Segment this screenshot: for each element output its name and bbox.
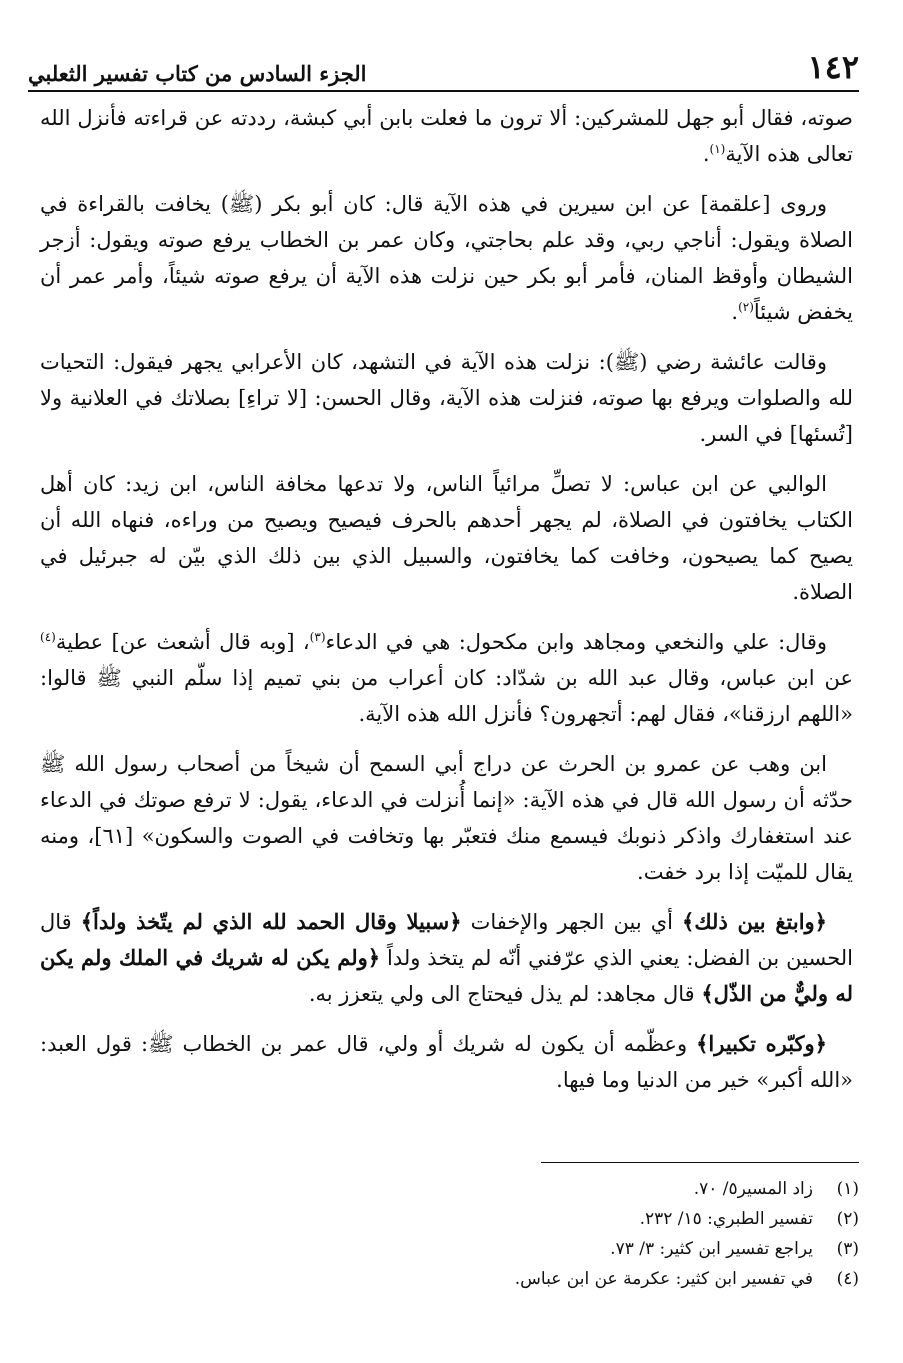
- page-header: [28, 40, 859, 92]
- footnote-item: [300, 1174, 859, 1204]
- footnote-ref: (١): [709, 142, 726, 156]
- footnote-text: تفسير الطبري: ١٥/ ٢٣٢.: [639, 1209, 813, 1229]
- footnote-number: (٣): [836, 1239, 859, 1259]
- main-text: [40, 100, 853, 1112]
- quran-verse: ﴿وكبّره تكبيرا﴾: [696, 1031, 827, 1056]
- paragraph-3: [40, 344, 853, 452]
- paragraph-text: قال مجاهد: لم يذل فيحتاج الى ولي يتعزز به.: [308, 982, 702, 1006]
- last-paragraph: [40, 1026, 853, 1098]
- footnote-text: زاد المسير٥/ ٧٠.: [693, 1179, 813, 1199]
- paragraph-text: وقالت عائشة رضي (ﷺ): نزلت هذه الآية في التشهد، كان الأعرابي يجهر فيقول: التحيات لله والصلوات ويرفع بها صوته، فنزلت هذه الآية، وقال الحسن: [لا تراءِ] بصلاتك في العلانية ولا [تُسئها] في السر.: [40, 350, 853, 446]
- footnotes: [300, 1174, 859, 1294]
- paragraph-text: وروى [علقمة] عن ابن سيرين في هذه الآية قال: كان أبو بكر (ﷺ) يخافت بالقراءة في الصلاة ويقول: أناجي ربي، وقد علم بحاجتي، وكان عمر بن الخطاب يرفع صوته ويقول: أزجر الشيطان وأوقظ المنان، فأمر أبو بكر حين نزلت هذه الآية أن يرفع صوته شيئاً، وأمر عمر أن يخفض شيئاً: [40, 192, 853, 324]
- paragraph-6: [40, 746, 853, 890]
- footnote-item: [300, 1264, 859, 1294]
- quran-verse: ﴿سبيلا وقال الحمد لله الذي لم يتّخذ ولداً﴾: [80, 909, 462, 934]
- running-title: الجزء السادس من كتاب تفسير الثعلبي: [28, 61, 367, 86]
- paragraph-text: .: [702, 142, 710, 166]
- paragraph-5: [40, 624, 853, 732]
- paragraph-text: عن ابن عباس، وقال عبد الله بن شدّاد: كان أعراب من بني تميم إذا سلّم النبي ﷺ قالوا: «اللهم ارزقنا»، فقال لهم: أتجهرون؟ فأنزل الله هذه الآية.: [40, 666, 853, 726]
- footnote-item: [300, 1234, 859, 1264]
- footnote-ref: (٣): [309, 630, 326, 644]
- paragraph-text: وعظّمه أن يكون له شريك أو ولي، قال عمر بن الخطاب ﷺ: قول العبد: «الله أكبر» خير من الدنيا وما فيها.: [40, 1032, 853, 1092]
- quran-verse: ﴿ولم يكن له شريك في الملك ولم يكن له وليٌّ من الذّل﴾: [40, 945, 853, 1006]
- paragraph-2: [40, 186, 853, 330]
- paragraph-text: ، [وبه قال أشعث عن] عطية: [55, 630, 310, 654]
- paragraph-text: .: [731, 300, 739, 324]
- paragraph-text: ابن وهب عن عمرو بن الحرث عن دراج أبي السمح أن شيخاً من أصحاب رسول الله ﷺ حدّثه أن رسول الله قال في هذه الآية: «إنما أُنزلت في الدعاء، يقول: لا ترفع صوتك في الدعاء عند استغفارك واذكر ذنوبك فيسمع منك فتعبّر بها وتخافت في الصوت والسكون» [٦١]، ومنه يقال للميّت إذا برد خفت.: [40, 752, 853, 884]
- footnote-ref: (٢): [738, 300, 754, 314]
- page-number: ١٤٢: [807, 48, 859, 86]
- footnote-number: (١): [836, 1179, 859, 1199]
- paragraph-text: الوالبي عن ابن عباس: لا تصلِّ مرائياً الناس، ولا تدعها مخافة الناس، ابن زيد: كان أهل الكتاب يخافتون في الصلاة، لم يجهر أحدهم بالحرف فيصيح ويصيح من وراءه، فنهاه الله أن يصيح كما يصيحون، وخافت كما يخافتون، والسبيل الذي بين ذلك الذي بيّن له جبرئيل في الصلاة.: [40, 472, 853, 604]
- paragraph-text: أي بين الجهر والإخفات: [461, 910, 683, 934]
- footnote-ref: (٤): [40, 630, 56, 644]
- footnote-number: (٤): [836, 1269, 859, 1289]
- paragraph-text: وقال: علي والنخعي ومجاهد وابن مكحول: هي في الدعاء: [325, 630, 827, 654]
- footnote-divider: [541, 1162, 859, 1163]
- paragraph-4: [40, 466, 853, 610]
- paragraph-text: صوته، فقال أبو جهل للمشركين: ألا ترون ما فعلت بابن أبي كبشة، رددته عن قراءته فأنزل الله تعالى هذه الآية: [40, 106, 853, 166]
- paragraph-1: [40, 100, 853, 172]
- verse-paragraph: [40, 904, 853, 1012]
- footnote-item: [300, 1204, 859, 1234]
- footnote-number: (٢): [836, 1209, 859, 1229]
- quran-verse: ﴿وابتغ بين ذلك﴾: [682, 909, 827, 934]
- footnote-text: يراجع تفسير ابن كثير: ٣/ ٧٣.: [610, 1239, 813, 1259]
- footnote-text: في تفسير ابن كثير: عكرمة عن ابن عباس.: [514, 1269, 813, 1289]
- paragraph-text: قال الحسين بن الفضل: يعني الذي عرّفني أنّه لم يتخذ ولداً: [40, 910, 853, 970]
